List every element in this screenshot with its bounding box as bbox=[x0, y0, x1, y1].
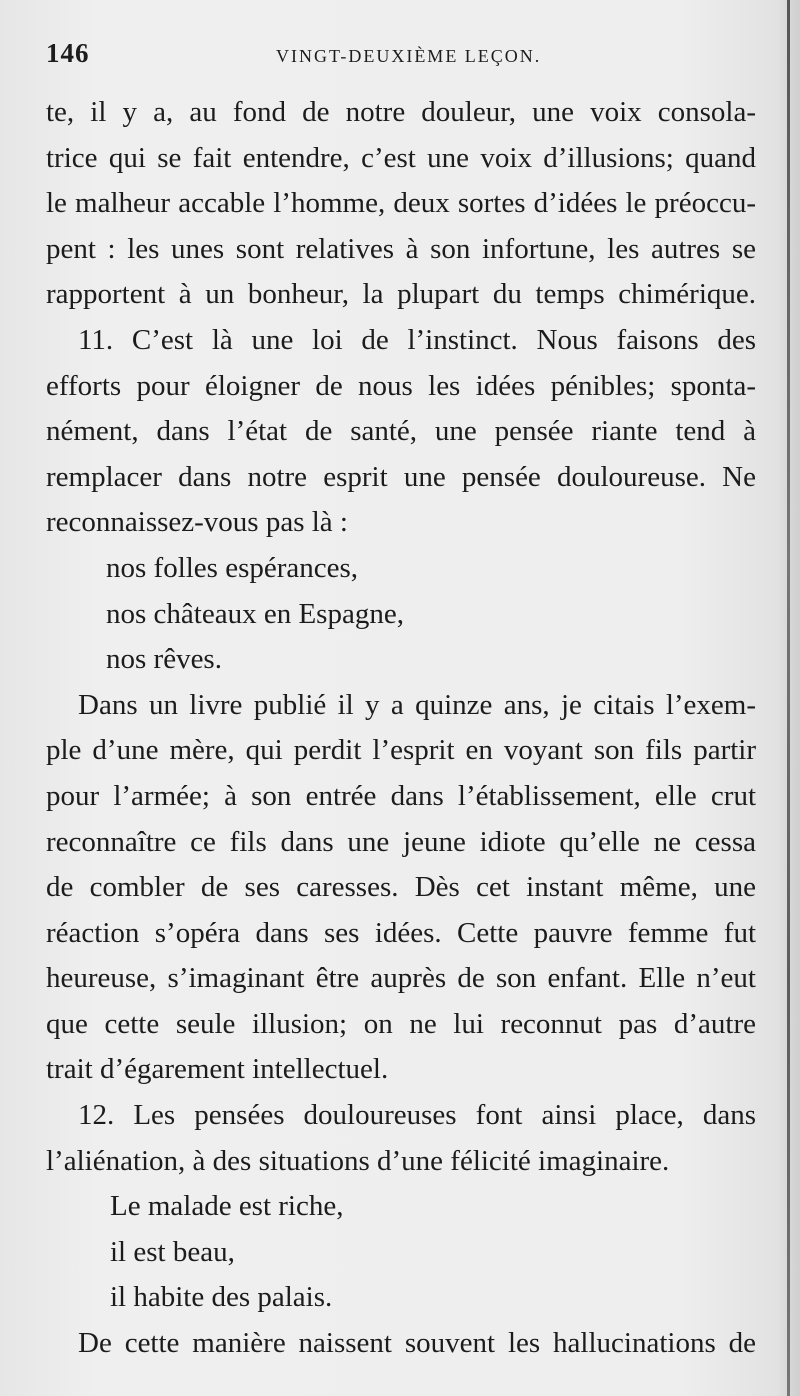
text-line: de combler de ses caresses. Dès cet instant même, une bbox=[46, 871, 756, 904]
text-line: heureuse, s’imaginant être auprès de son enfant. Elle n’eut bbox=[46, 962, 756, 995]
list-item: Le malade est riche, bbox=[110, 1190, 344, 1223]
paragraph-start: De cette manière naissent souvent les hallucinations de bbox=[78, 1327, 756, 1360]
text-line: trice qui se fait entendre, c’est une voix d’illusions; quand bbox=[46, 141, 756, 174]
list-item: il habite des palais. bbox=[110, 1281, 333, 1314]
text-line: efforts pour éloigner de nous les idées pénibles; sponta- bbox=[46, 369, 756, 402]
body-text bbox=[46, 90, 756, 1367]
running-title: VINGT-DEUXIÈME LEÇON. bbox=[276, 46, 542, 66]
paragraph-12-start: 12. Les pensées douloureuses font ainsi place, dans bbox=[78, 1099, 756, 1132]
text-line: nément, dans l’état de santé, une pensée riante tend à bbox=[46, 415, 756, 448]
paragraph-start: Dans un livre publié il y a quinze ans, je citais l’exem- bbox=[78, 688, 756, 721]
page-header bbox=[46, 38, 756, 82]
list-item: nos rêves. bbox=[106, 643, 222, 676]
list-item: il est beau, bbox=[110, 1235, 235, 1268]
text-line: l’aliénation, à des situations d’une félicité imaginaire. bbox=[46, 1144, 670, 1177]
text-line: pent : les unes sont relatives à son infortune, les autres se bbox=[46, 232, 756, 265]
text-line: te, il y a, au fond de notre douleur, une voix consola- bbox=[46, 96, 756, 128]
page-edge-shadow bbox=[787, 0, 790, 1396]
list-item: nos châteaux en Espagne, bbox=[106, 597, 404, 630]
text-line: le malheur accable l’homme, deux sortes d’idées le préoccu- bbox=[46, 187, 756, 220]
text-line: trait d’égarement intellectuel. bbox=[46, 1053, 389, 1086]
page-number: 146 bbox=[46, 38, 90, 68]
text-line: réaction s’opéra dans ses idées. Cette pauvre femme fut bbox=[46, 916, 756, 949]
text-line: remplacer dans notre esprit une pensée douloureuse. Ne bbox=[46, 460, 756, 493]
paragraph-11-start: 11. C’est là une loi de l’instinct. Nous faisons des bbox=[78, 323, 756, 356]
text-line: reconnaissez-vous pas là : bbox=[46, 506, 348, 539]
text-line: que cette seule illusion; on ne lui reconnut pas d’autre bbox=[46, 1007, 756, 1040]
text-line: ple d’une mère, qui perdit l’esprit en voyant son fils partir bbox=[46, 734, 756, 767]
text-line: pour l’armée; à son entrée dans l’établissement, elle crut bbox=[46, 779, 756, 812]
text-line: rapportent à un bonheur, la plupart du temps chimérique. bbox=[46, 278, 756, 311]
list-item: nos folles espérances, bbox=[106, 551, 359, 584]
text-line: reconnaître ce fils dans une jeune idiote qu’elle ne cessa bbox=[46, 825, 756, 858]
